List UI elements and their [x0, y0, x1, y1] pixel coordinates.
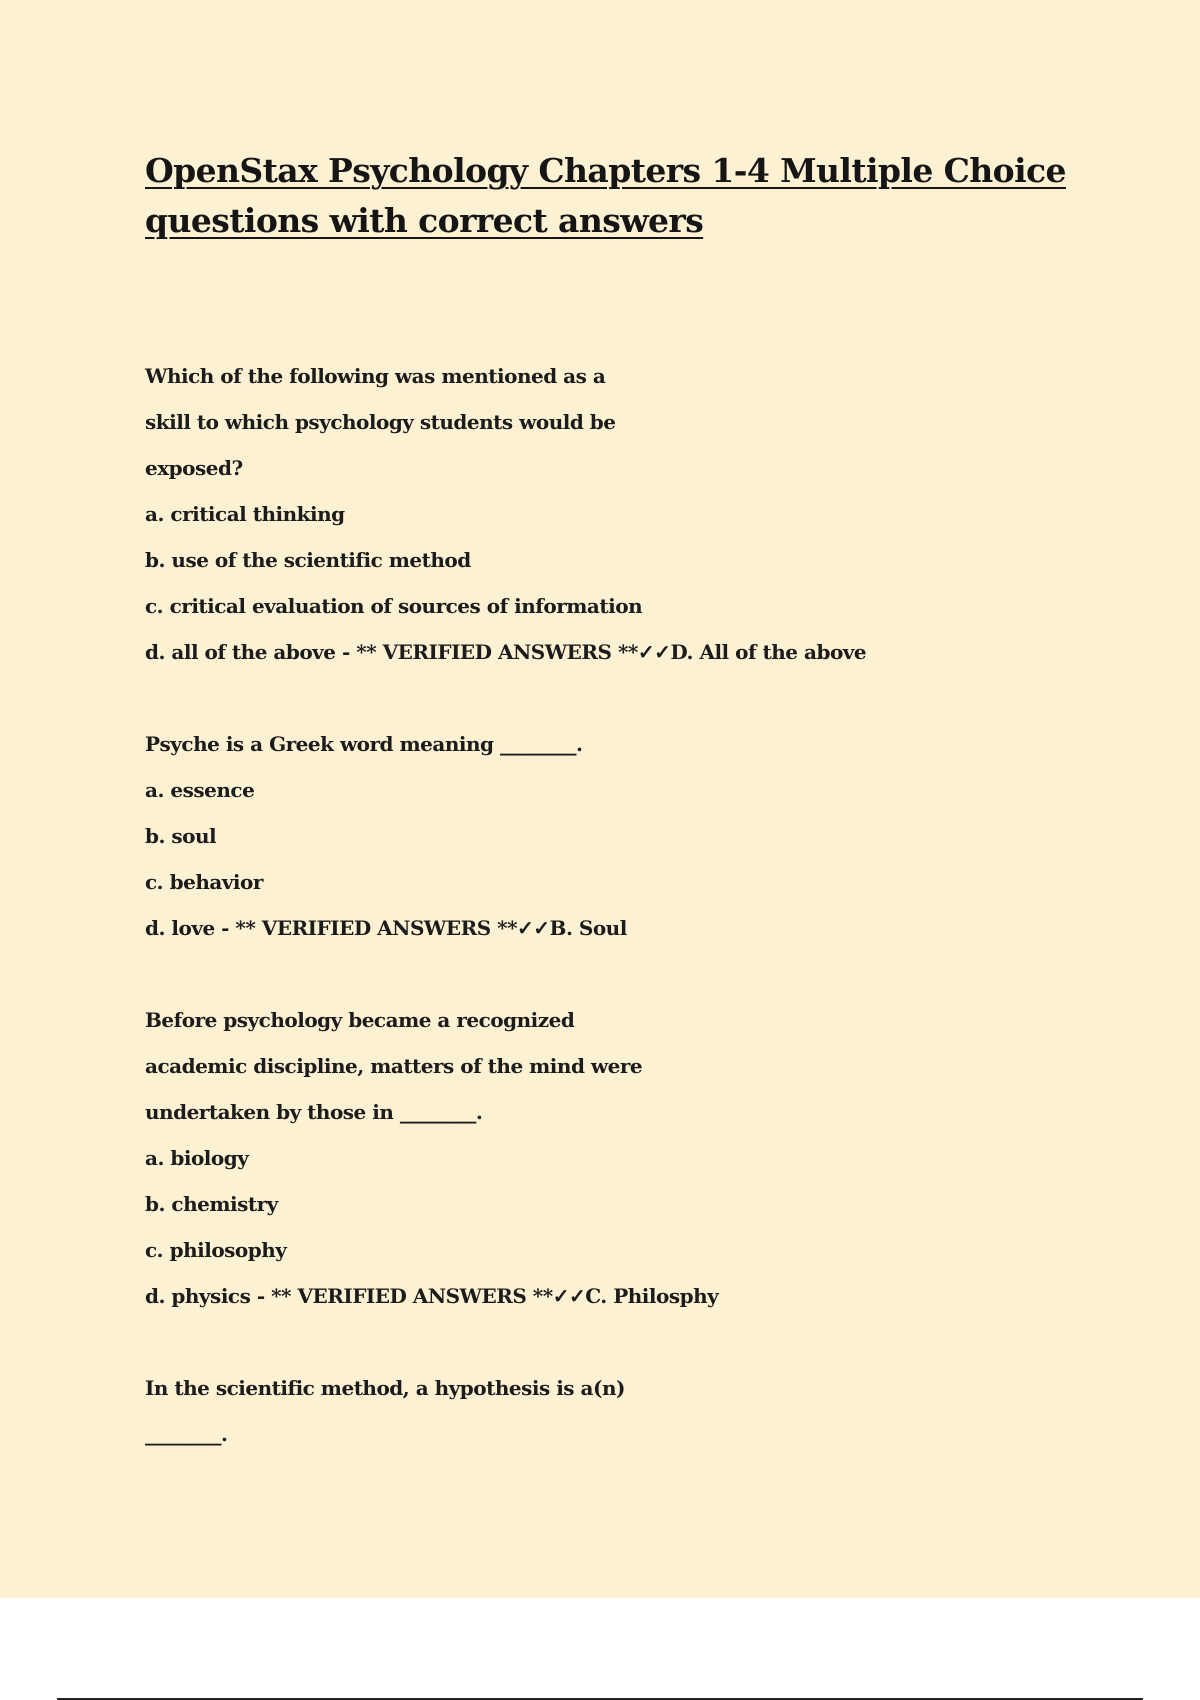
question-4-stem-line-2: ________.	[145, 1422, 228, 1446]
document-title: OpenStax Psychology Chapters 1-4 Multiple Choice questions with correct answers	[145, 151, 1066, 240]
question-3-option-c: c. philosophy	[145, 1238, 287, 1262]
question-3-stem-line-3: undertaken by those in ________.	[145, 1100, 483, 1124]
question-2-option-d-answer: d. love - ** VERIFIED ANSWERS **✓✓B. Soul	[145, 916, 627, 940]
question-2-option-b: b. soul	[145, 824, 217, 848]
question-2-stem-line-1: Psyche is a Greek word meaning ________.	[145, 732, 583, 756]
question-2-option-a: a. essence	[145, 778, 255, 802]
question-1	[145, 353, 1125, 675]
question-2-option-c: c. behavior	[145, 870, 263, 894]
question-3-stem-line-1: Before psychology became a recognized	[145, 1008, 575, 1032]
question-1-stem-line-2: skill to which psychology students would be	[145, 410, 616, 434]
question-1-option-d-answer: d. all of the above - ** VERIFIED ANSWERS **✓✓D. All of the above	[145, 640, 867, 664]
question-3	[145, 997, 1125, 1319]
question-3-option-a: a. biology	[145, 1146, 249, 1170]
question-3-option-d-answer: d. physics - ** VERIFIED ANSWERS **✓✓C. Philosphy	[145, 1284, 719, 1308]
question-1-option-b: b. use of the scientific method	[145, 548, 471, 572]
question-3-stem-line-2: academic discipline, matters of the mind were	[145, 1054, 643, 1078]
question-1-stem-line-1: Which of the following was mentioned as a	[145, 364, 606, 388]
question-4-stem-line-1: In the scientific method, a hypothesis is a(n)	[145, 1376, 625, 1400]
question-3-option-b: b. chemistry	[145, 1192, 278, 1216]
question-1-stem-line-3: exposed?	[145, 456, 243, 480]
question-2	[145, 721, 1125, 951]
question-1-option-c: c. critical evaluation of sources of information	[145, 594, 643, 618]
question-1-option-a: a. critical thinking	[145, 502, 345, 526]
question-4	[145, 1365, 1125, 1457]
question-list	[145, 353, 1125, 1457]
document-content	[145, 146, 1125, 1503]
